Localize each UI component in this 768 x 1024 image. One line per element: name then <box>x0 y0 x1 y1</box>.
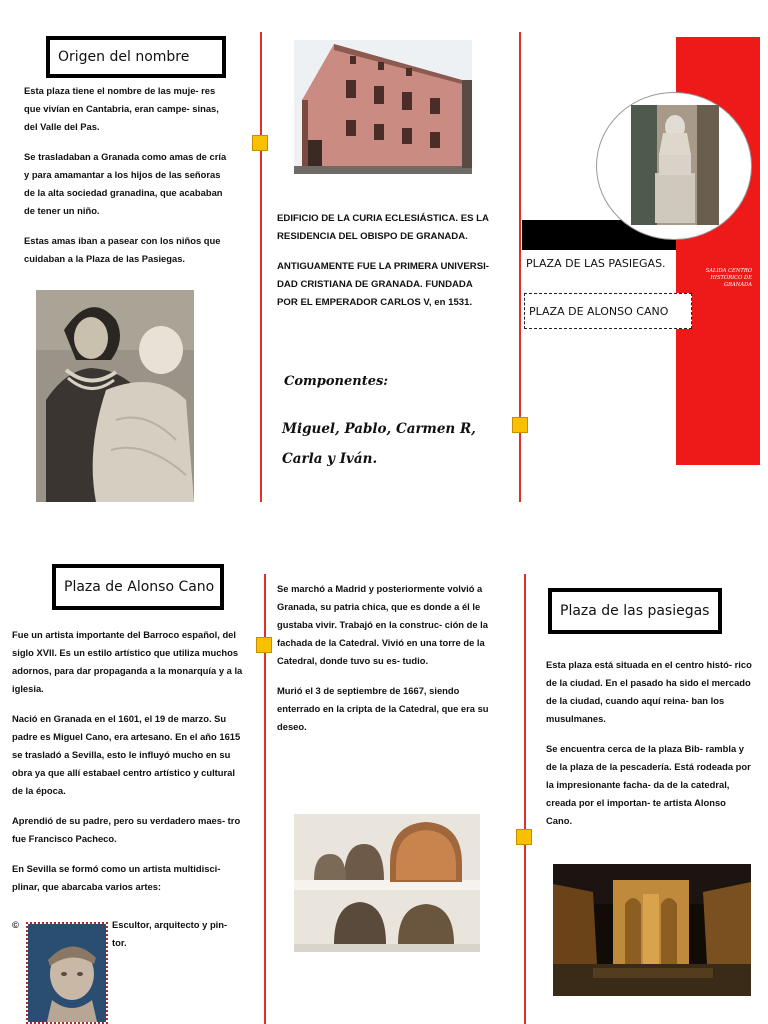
fold-line-1 <box>260 32 262 502</box>
curia-building-photo <box>294 40 472 174</box>
cover-label-alonso-text: PLAZA DE ALONSO CANO <box>529 304 669 318</box>
copyright-mark: © <box>12 919 19 930</box>
paragraph: Fue un artista importante del Barroco español, del siglo XVII. Es un estilo artístico que utiliza muchos adornos, para dar propaganda a la monarquía y a la iglesia. <box>12 629 243 694</box>
cover-label-alonso <box>524 293 692 329</box>
marker-square <box>252 135 268 151</box>
paragraph: En Sevilla se formó como un artista multidisci- plinar, que abarcaba varios artes: <box>12 863 221 892</box>
paragraph: Se trasladaban a Granada como amas de cría y para amamantar a los hijos de las señoras de la alta sociedad granadina, que acababan de tener un niño. <box>24 151 227 216</box>
cover-label-pasiegas <box>522 250 674 276</box>
crypt-photo <box>294 814 480 952</box>
alonso-title-text: Plaza de Alonso Cano <box>64 579 215 595</box>
alonso-cano-bust-photo <box>26 922 108 1024</box>
curia-text <box>277 210 493 324</box>
statue-medallion <box>596 92 752 240</box>
paragraph: ANTIGUAMENTE FUE LA PRIMERA UNIVERSI- DAD CRISTIANA DE GRANADA. FUNDADA POR EL EMPERADOR CARLOS V, en 1531. <box>277 261 489 308</box>
paragraph: Estas amas iban a pasear con los niños que cuidaban a la Plaza de las Pasiegas. <box>24 235 221 264</box>
cover-label-pasiegas-text: PLAZA DE LAS PASIEGAS. <box>526 256 666 270</box>
alonso-text <box>12 626 246 908</box>
marker-square <box>512 417 528 433</box>
origen-title <box>46 36 226 78</box>
origen-text <box>24 82 230 280</box>
arts-text: Escultor, arquitecto y pin- tor. <box>112 919 228 948</box>
pasiegas-title-text: Plaza de las pasiegas <box>560 603 710 619</box>
pasiegas-title <box>548 588 722 634</box>
paragraph: Se encuentra cerca de la plaza Bib- rambla y de la plaza de la pescadería. Está rodeada por la impresionante facha- da de la catedral, creada por el importan- te artista Alonso Cano. <box>546 743 751 826</box>
fold-line-4 <box>524 574 526 1024</box>
componentes-label: Componentes: <box>284 374 389 389</box>
paragraph: Esta plaza está situada en el centro histó- rico de la ciudad. En el pasado ha sido el mercado de la ciudad, cuando aquí reina- ban los musulmanes. <box>546 659 752 724</box>
paragraph: EDIFICIO DE LA CURIA ECLESIÁSTICA. ES LA RESIDENCIA DEL OBISPO DE GRANADA. <box>277 213 489 242</box>
pasiegas-text <box>546 656 754 842</box>
componentes-names: Miguel, Pablo, Carmen R, Carla y Iván. <box>282 421 476 467</box>
alonso-title <box>52 564 224 610</box>
cathedral-night-photo <box>553 864 751 996</box>
madrid-text <box>277 580 497 748</box>
paragraph: Murió el 3 de septiembre de 1667, siendo enterrado en la cripta de la Catedral, que era su deseo. <box>277 685 489 732</box>
cover-small-text: SALIDA CENTRO HISTÓRICO DE GRANADA <box>705 268 752 288</box>
marker-square <box>516 829 532 845</box>
paragraph: Se marchó a Madrid y posteriormente volvió a Granada, su patria chica, que es donde a él le gustaba vivir. Trabajó en la construc- ción de la fachada de la Catedral. Vivió en una torre de la Catedral, donde tuvo su es- tudio. <box>277 583 488 666</box>
paragraph: Nació en Granada en el 1601, el 19 de marzo. Su padre es Miguel Cano, era artesano. En el año 1615 se trasladó a Sevilla, esto le influyó mucho en su obra ya que allí estabael centro artístico y cultural de la época. <box>12 713 241 796</box>
origen-title-text: Origen del nombre <box>58 49 190 65</box>
paragraph: Aprendió de su padre, pero su verdadero maes- tro fue Francisco Pacheco. <box>12 815 241 844</box>
paragraph: Esta plaza tiene el nombre de las muje- res que vivían en Cantabria, eran campe- sinas, del Valle del Pas. <box>24 85 219 132</box>
pasiega-nurse-photo <box>36 290 194 502</box>
marker-square <box>256 637 272 653</box>
